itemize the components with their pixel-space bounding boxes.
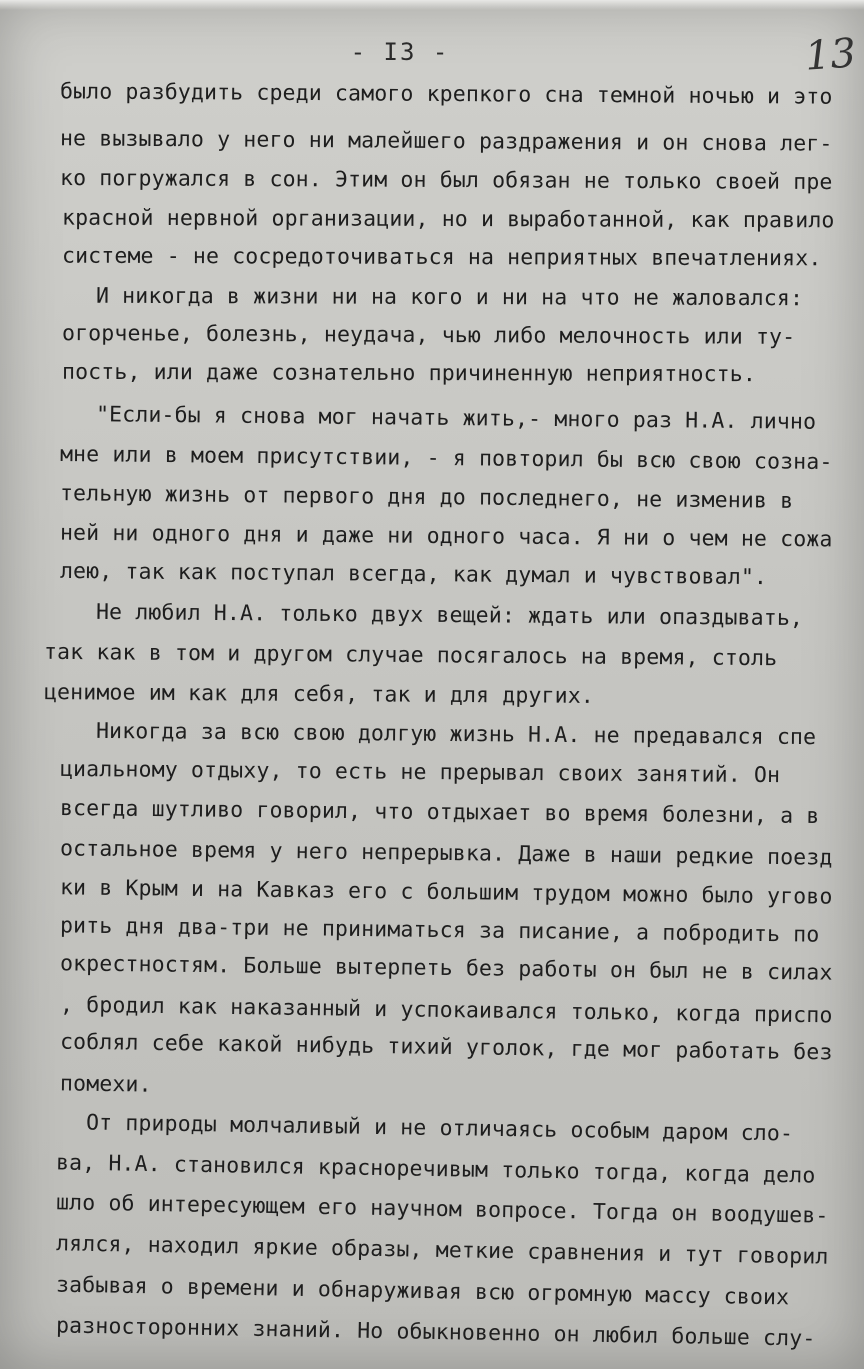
text-line: пость, или даже сознательно причиненную неприятность. <box>61 359 757 388</box>
text-line: Никогда за всю свою долгую жизнь Н.А. не предавался спе <box>95 718 817 751</box>
text-line: "Если-бы я снова мог начать жить,- много раз Н.А. лично <box>95 402 817 435</box>
text-line: И никогда в жизни ни на кого и ни на что не жаловался: <box>95 283 804 312</box>
text-line: лялся, находил яркие образы, меткие сравнения и тут говорил <box>55 1231 829 1270</box>
text-line: разносторонних знаний. Но обыкновенно он любил больше слу- <box>55 1313 816 1352</box>
text-line: огорченье, болезнь, неудача, чью либо мелочность или ту- <box>61 321 796 350</box>
text-line: ней ни одного дня и даже ни одного часа. Я ни о чем не сожа <box>59 520 833 553</box>
text-line: не вызывало у него ни малейшего раздражения и он снова лег- <box>59 126 833 157</box>
handwritten-page-number: 13 <box>803 30 858 80</box>
text-line: красной нервной организации, но и выработанной, как правило <box>61 205 835 234</box>
text-line: циальному отдыху, то есть не прерывал своих занятий. Он <box>59 756 781 789</box>
text-line: От природы молчаливый и не отличаясь особым даром сло- <box>85 1110 794 1147</box>
text-line: ва, Н.А. становился красноречивым только тогда, когда дело <box>55 1150 816 1189</box>
text-line: системе - не сосредоточиваться на неприятных впечатлениях. <box>61 243 822 272</box>
text-line: Не любил Н.А. только двух вещей: ждать или опаздывать, <box>95 599 804 632</box>
text-line: соблял себе какой нибудь тихий уголок, где мог работать без <box>59 1029 833 1066</box>
text-line: тельную жизнь от первого дня до последнего, не изменив в <box>59 481 794 514</box>
text-line: шло об интересующем его научном вопросе. Тогда он воодушев- <box>55 1190 829 1229</box>
text-line: ко погружался в сон. Этим он был обязан не только своей пре <box>59 165 833 196</box>
text-line: остальное время у него непрерывка. Даже в наши редкие поезд <box>59 836 833 871</box>
text-line: ценимое им как для себя, так и для других. <box>43 680 595 709</box>
text-line: лею, так как поступал всегда, как думал и чувствовал". <box>59 558 768 591</box>
text-line: было разбудить среди самого крепкого сна темной ночью и это <box>59 79 833 110</box>
page-number: - I3 - <box>350 38 450 66</box>
text-line: окрестностям. Больше вытерпеть без работы он был не в силах <box>59 951 833 986</box>
text-line: рить дня два-три не приниматься за писание, а побродить по <box>59 913 820 948</box>
text-line: мне или в моем присутствии, - я повторил бы всю свою созна- <box>59 441 833 476</box>
text-line: забывая о времени и обнаруживая всю огромную массу своих <box>55 1272 790 1311</box>
text-line: всегда шутливо говорил, что отдыхает во время болезни, а в <box>59 796 820 829</box>
text-line: ки в Крым и на Кавказ его с большим трудом можно было угово <box>59 875 833 910</box>
text-line: , бродил как наказанный и успокаивался только, когда приспо <box>59 992 833 1029</box>
text-line: помехи. <box>59 1071 152 1098</box>
text-line: так как в том и другом случае посягалось на время, столь <box>43 639 778 672</box>
paper-edge <box>0 0 864 10</box>
